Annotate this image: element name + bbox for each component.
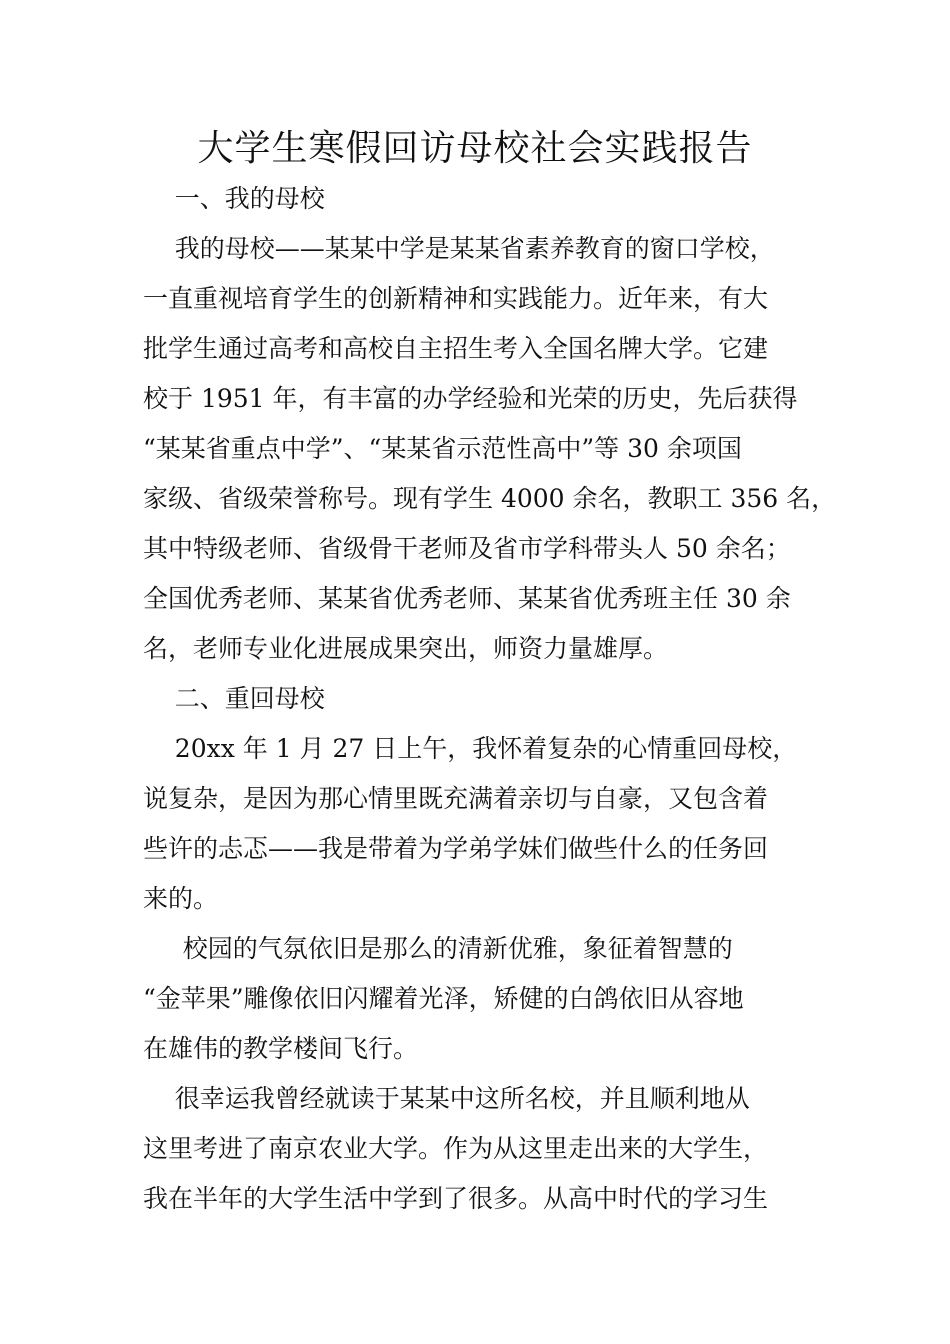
text-line: “金苹果”雕像依旧闪耀着光泽，矫健的白鸽依旧从容地 [143,984,744,1013]
text-line: 我的母校——某某中学是某某省素养教育的窗口学校， [143,234,775,263]
text-line: 全国优秀老师、某某省优秀老师、某某省优秀班主任 30 余 [143,584,791,613]
text-line: 在雄伟的教学楼间飞行。 [143,1034,419,1063]
text-line: 名，老师专业化进展成果突出，师资力量雄厚。 [143,634,669,663]
text-line: 这里考进了南京农业大学。作为从这里走出来的大学生， [143,1134,769,1163]
text-line: 一、我的母校 [143,184,325,213]
text-line: 校于 1951 年，有丰富的办学经验和光荣的历史，先后获得 [143,384,798,413]
text-line: 一直重视培育学生的创新精神和实践能力。近年来，有大 [143,284,769,313]
text-line: 校园的气氛依旧是那么的清新优雅，象征着智慧的 [143,934,733,963]
text-line: 二、重回母校 [143,684,325,713]
text-line: 我在半年的大学生活中学到了很多。从高中时代的学习生 [143,1184,769,1213]
text-line: 家级、省级荣誉称号。现有学生 4000 余名，教职工 356 名， [143,484,837,513]
text-line: “某某省重点中学”、“某某省示范性高中”等 30 余项国 [143,434,742,463]
text-line: 来的。 [143,884,219,913]
text-line: 批学生通过高考和高校自主招生考入全国名牌大学。它建 [143,334,769,363]
text-line: 说复杂，是因为那心情里既充满着亲切与自豪，又包含着 [143,784,769,813]
text-line: 些许的忐忑——我是带着为学弟学妹们做些什么的任务回 [143,834,769,863]
document-title: 大学生寒假回访母校社会实践报告 [197,128,753,169]
document-body [143,174,837,1224]
text-line: 20xx 年 1 月 27 日上午，我怀着复杂的心情重回母校， [143,734,798,763]
text-line: 其中特级老师、省级骨干老师及省市学科带头人 50 余名； [143,534,791,563]
text-line: 很幸运我曾经就读于某某中这所名校，并且顺利地从 [143,1084,750,1113]
